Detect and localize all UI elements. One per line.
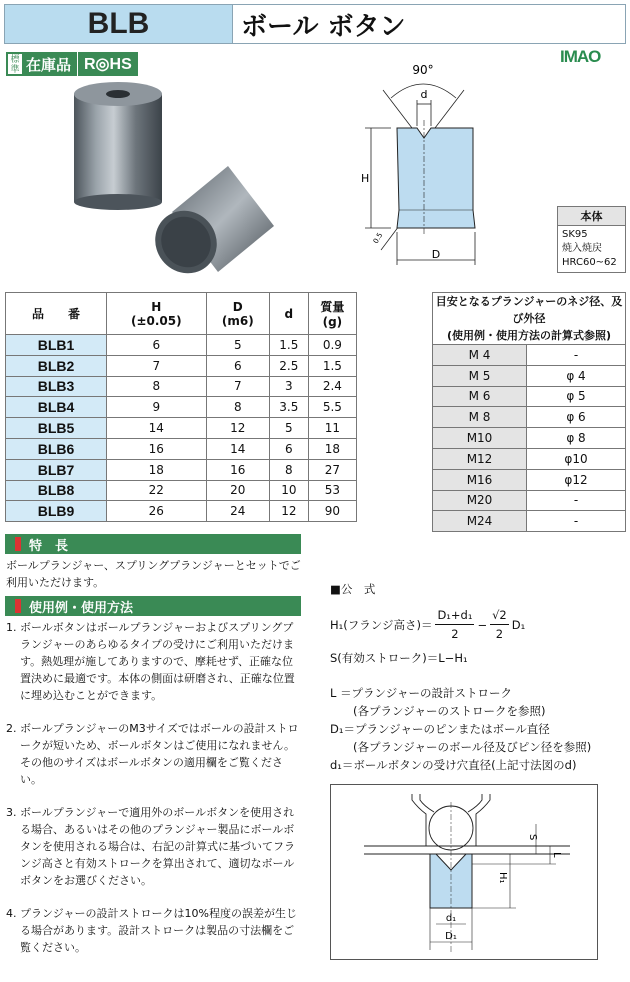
spec-cell-code: BLB7 [6,459,107,480]
formula-s: S(有効ストローク)＝L−H₁ [330,651,468,665]
formula-title: ■公 式 [330,582,376,596]
spec-cell-mass: 1.5 [308,355,356,376]
col-code: 品 番 [6,293,107,335]
spec-cell-code: BLB4 [6,397,107,418]
diag-d1-label: d₁ [445,913,457,924]
chamfer-label: 0.5 [371,231,385,245]
usage-item-text: プランジャーの設計ストロークは10%程度の誤差が生じる場合があります。設計ストロークは製品の寸法欄をご覧ください。 [20,907,297,954]
material-box [557,206,626,273]
diag-L-label: L [551,852,562,858]
spec-cell-mass: 27 [308,459,356,480]
spec-cell-d: 8 [269,459,308,480]
plunger-row [433,511,626,532]
spec-cell-H: 22 [107,480,207,501]
spec-row [6,438,357,459]
plunger-header: 目安となるプランジャーのネジ径、及び外径 (使用例・使用方法の計算式参照) [433,293,626,345]
plunger-row [433,490,626,511]
spec-cell-mass: 5.5 [308,397,356,418]
spec-cell-code: BLB2 [6,355,107,376]
plunger-row [433,448,626,469]
spec-table-header [6,293,357,335]
col-d: d [269,293,308,335]
usage-item [6,720,302,788]
spec-cell-D: 5 [206,335,269,356]
product-photo [60,80,290,280]
plunger-cell-dia: φ10 [527,448,626,469]
plunger-row [433,365,626,386]
plunger-cell-dia: φ 6 [527,407,626,428]
material-line-3: HRC60~62 [562,257,617,268]
usage-item [6,804,302,889]
formula-definition-line: D₁＝プランジャーのピンまたはボール直径 [330,722,550,736]
cylinder-upright [74,82,162,210]
usage-item-text: ボールボタンはボールプランジャーおよびスプリングプランジャーのあらゆるタイプの受けにご利用いただけます。熱処理が施してありますので、摩耗せず、正確な位置決めに最適です。本体の側面は研磨され、正確な位置に埋め込むことができます。 [20,621,295,702]
usage-item [6,619,302,704]
diag-D1-label: D₁ [445,931,457,942]
material-header: 本体 [558,207,625,226]
spec-cell-D: 8 [206,397,269,418]
usage-diagram [330,784,598,960]
spec-cell-D: 24 [206,501,269,522]
plunger-table [432,292,626,532]
usage-item-text: ボールプランジャーのM3サイズではボールの設計ストロークが短いため、ボールボタンはご使用になれません。その他のサイズはボールボタンの適用欄をご覧ください。 [20,722,299,786]
spec-cell-H: 26 [107,501,207,522]
usage-item-text: ボールプランジャーで適用外のボールボタンを使用される場合、あるいはその他のプランジャー製品にボールボタンを使用される場合は、右記の計算式に基づいてフランジ高さと有効ストロークを算出されて、適切なボールボタンをお選びください。 [20,806,295,887]
spec-cell-D: 7 [206,376,269,397]
spec-cell-d: 1.5 [269,335,308,356]
spec-row [6,501,357,522]
cylinder-lying [143,166,274,280]
plunger-cell-thread: M 5 [433,365,527,386]
features-text: ボールプランジャー、スプリングプランジャーとセットでご利用いただけます。 [6,559,301,589]
plunger-cell-thread: M10 [433,428,527,449]
usage-item-number: 3. [6,806,17,819]
plunger-cell-dia: φ 5 [527,386,626,407]
plunger-row [433,428,626,449]
features-title: 特 長 [5,534,301,554]
spec-row [6,355,357,376]
spec-row [6,418,357,439]
angle-label: 90° [412,63,434,77]
plunger-row [433,407,626,428]
usage-title: 使用例・使用方法 [5,596,301,616]
formula-h1: H₁(フランジ高さ)＝ D₁+d₁ 2 − $\frac{√2}{2}$ D₁ [330,608,526,641]
stock-badge-label: 在庫品 [22,54,75,74]
plunger-cell-thread: M 8 [433,407,527,428]
usage-item-number: 2. [6,722,17,735]
spec-cell-mass: 0.9 [308,335,356,356]
spec-cell-H: 18 [107,459,207,480]
plunger-row [433,345,626,366]
spec-cell-code: BLB8 [6,480,107,501]
plunger-cell-thread: M12 [433,448,527,469]
plunger-cell-thread: M16 [433,469,527,490]
spec-cell-code: BLB9 [6,501,107,522]
spec-row [6,480,357,501]
plunger-cell-thread: M 4 [433,345,527,366]
imao-logo: IMAO [560,47,601,66]
formula-definition-line: d₁＝ボールボタンの受け穴直径(上記寸法図のd) [330,758,577,772]
usage-list [6,619,302,972]
material-line-2: 焼入焼戻 [562,243,602,254]
plunger-cell-thread: M 6 [433,386,527,407]
spec-cell-d: 3 [269,376,308,397]
spec-cell-H: 16 [107,438,207,459]
spec-cell-D: 16 [206,459,269,480]
product-name: ボール ボタン [241,11,406,42]
plunger-cell-dia: - [527,490,626,511]
spec-row [6,335,357,356]
spec-cell-H: 9 [107,397,207,418]
formula-definitions [330,684,591,774]
spec-cell-code: BLB6 [6,438,107,459]
spec-cell-d: 2.5 [269,355,308,376]
dim-H-label: H [361,172,370,185]
spec-cell-mass: 53 [308,480,356,501]
formula-definition-line: (各プランジャーのボール径及びピン径を参照) [330,740,592,754]
spec-cell-D: 20 [206,480,269,501]
spec-cell-H: 8 [107,376,207,397]
spec-cell-D: 12 [206,418,269,439]
plunger-cell-dia: φ 8 [527,428,626,449]
spec-cell-code: BLB1 [6,335,107,356]
spec-table [5,292,357,522]
plunger-table-header [433,293,626,345]
spec-cell-d: 5 [269,418,308,439]
dimension-drawing [355,60,485,275]
plunger-cell-dia: - [527,345,626,366]
spec-cell-D: 14 [206,438,269,459]
spec-row [6,397,357,418]
spec-cell-H: 7 [107,355,207,376]
spec-cell-mass: 2.4 [308,376,356,397]
dim-D-label: D [431,248,441,261]
usage-item-number: 1. [6,621,17,634]
rohs-badge: R◎HS [78,52,138,76]
spec-cell-d: 6 [269,438,308,459]
spec-row [6,376,357,397]
usage-item [6,905,302,956]
plunger-cell-thread: M24 [433,511,527,532]
spec-cell-d: 12 [269,501,308,522]
diag-H1-label: H₁ [497,872,508,884]
plunger-row [433,386,626,407]
formula-definition-line: L ＝プランジャーの設計ストローク [330,686,513,700]
plunger-cell-thread: M20 [433,490,527,511]
spec-cell-code: BLB3 [6,376,107,397]
spec-cell-mass: 90 [308,501,356,522]
spec-cell-H: 6 [107,335,207,356]
plunger-cell-dia: - [527,511,626,532]
product-code: BLB [5,5,233,43]
material-line-1: SK95 [562,229,588,240]
dim-d-label: d [420,88,428,101]
spec-cell-mass: 11 [308,418,356,439]
spec-cell-d: 3.5 [269,397,308,418]
spec-cell-D: 6 [206,355,269,376]
plunger-cell-dia: φ12 [527,469,626,490]
col-mass: 質量 (g) [308,293,356,335]
spec-cell-code: BLB5 [6,418,107,439]
diag-S-label: S [527,834,538,841]
stock-badge [6,52,77,76]
spec-row [6,459,357,480]
title-bar [4,4,626,44]
plunger-cell-dia: φ 4 [527,365,626,386]
plunger-row [433,469,626,490]
spec-cell-mass: 18 [308,438,356,459]
spec-cell-d: 10 [269,480,308,501]
usage-item-number: 4. [6,907,17,920]
formula-definition-line: (各プランジャーのストロークを参照) [330,704,546,718]
col-H: H (±0.05) [107,293,207,335]
spec-cell-H: 14 [107,418,207,439]
col-D: D (m6) [206,293,269,335]
stock-badge-small: 標準 [10,55,20,75]
